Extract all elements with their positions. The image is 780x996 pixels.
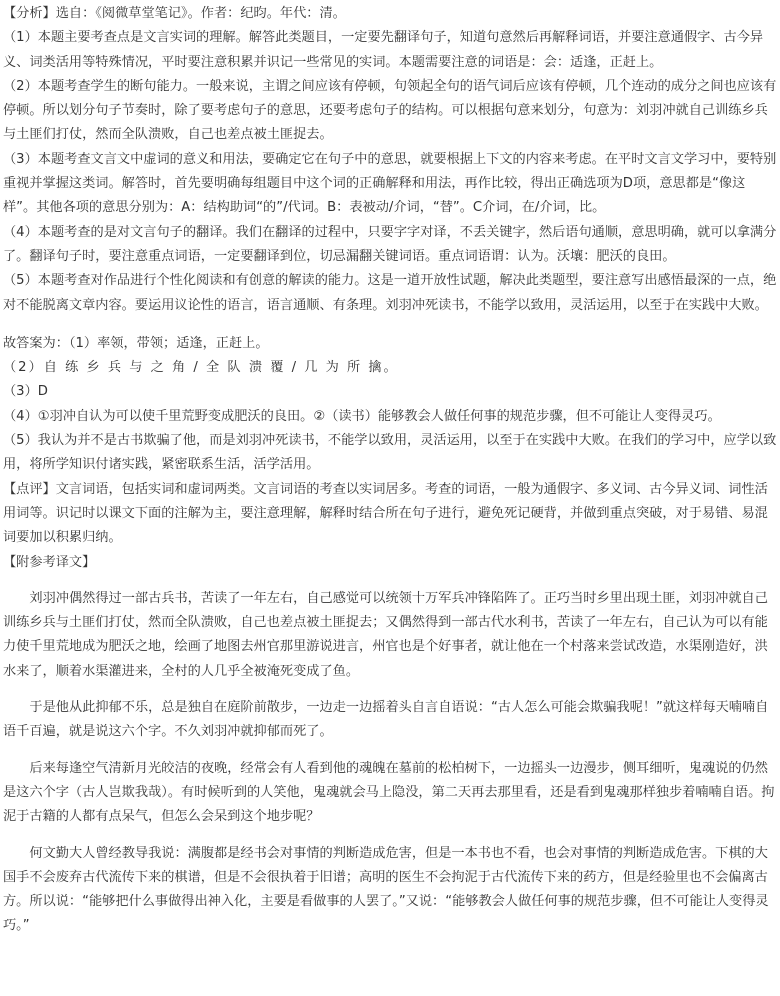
analysis-item-4: （4）本题考查的是对文言句子的翻译。我们在翻译的过程中，只要字字对译，不丢关键字，然后语句通顺，意思明确，就可以拿满分了。翻译句子时，要注意重点词语，一定要翻译到位，切忌漏翻关键词语。重点词语谓：认为。沃壤：肥沃的良田。 — [3, 224, 777, 264]
answer-line-4: （4）①羽冲自认为可以使千里荒野变成肥沃的良田。②（读书）能够教会人做任何事的规范步骤，但不可能让人变得灵巧。 — [3, 408, 721, 424]
comment-paragraph: 【点评】文言词语，包括实词和虚词两类。文言词语的考查以实词居多。考查的词语，一般为通假字、多义词、古今异义词、词性活用词等。识记时以课文下面的注解为主，要注意理解，解释时结合所在句子进行，避免死记硬背，并做到重点突破，对于易错、易混词要加以积累归纳。 — [3, 481, 768, 546]
translation-paragraph-2: 于是他从此抑郁不乐，总是独自在庭阶前散步，一边走一边摇着头自言自语说：“古人怎么可能会欺骗我呢！”就这样每天喃喃自语千百遍，就是说这六个字。不久刘羽冲就抑郁而死了。 — [3, 700, 769, 740]
answer-line-5: （5）我认为并不是古书欺骗了他，而是刘羽冲死读书，不能学以致用，灵活运用，以至于在实践中大败。在我们的学习中，应学以致用，将所学知识付诸实践，紧密联系生活，活学活用。 — [3, 433, 777, 473]
answer-line-2: （2）自 练 乡 兵 与 之 角 / 全 队 溃 覆 / 几 为 所 擒。 — [3, 360, 399, 376]
translation-heading: 【附参考译文】 — [3, 554, 96, 570]
analysis-heading: 【分析】选自：《阅微草堂笔记》。作者：纪昀。年代：清。 — [3, 6, 346, 21]
analysis-item-2: （2）本题考查学生的断句能力。一般来说，主谓之间应该有停顿，句领起全句的语气词后应该有停顿，几个连动的成分之间也应该有停顿。所以划分句子节奏时，除了要考虑句子的意思，还要考虑句子的结构。可以根据句意来划分，句意为：刘羽冲就自己训练乡兵与土匪们打仗，然而全队溃败，自己也差点被土匪捉去。 — [3, 78, 777, 143]
answer-heading: 故答案为：（1）率领，带领；适逢，正赶上。 — [3, 335, 269, 351]
translation-paragraph-3: 后来每逢空气清新月光皎洁的夜晚，经常会有人看到他的魂魄在墓前的松柏树下，一边摇头一边漫步，侧耳细听，鬼魂说的仍然是这六个字（古人岂欺我哉）。有时候听到的人笑他，鬼魂就会马上隐没，第二天再去那里看，还是看到鬼魂那样独步着喃喃自语。拘泥于古籍的人都有点呆气，但怎么会呆到这个地步呢？ — [3, 760, 775, 825]
translation-paragraph-1: 刘羽冲偶然得过一部古兵书，苦读了一年左右，自己感觉可以统领十万军兵冲锋陷阵了。正巧当时乡里出现土匪，刘羽冲就自己训练乡兵与土匪们打仗，然而全队溃败，自己也差点被土匪捉去；又偶然得到一部古代水利书，苦读了一年左右，自己认为可以有能力使千里荒地成为肥沃之地，绘画了地图去州官那里游说进言，州官也是个好事者，就让他在一个村落来尝试改造，水渠刚造好，洪水来了，顺着水渠灌进来，全村的人几乎全被淹死变成了鱼。 — [3, 590, 768, 679]
analysis-item-5: （5）本题考查对作品进行个性化阅读和有创意的解读的能力。这是一道开放性试题，解决此类题型，要注意写出感悟最深的一点，绝对不能脱离文章内容。要运用议论性的语言，语言通顺、有条理。刘羽冲死读书，不能学以致用，灵活运用，以至于在实践中大败。 — [3, 273, 777, 313]
translation-paragraph-4: 何文勤大人曾经教导我说：满腹都是经书会对事情的判断造成危害，但是一本书也不看，也会对事情的判断造成危害。下棋的大国手不会废弃古代流传下来的棋谱，但是不会很执着于旧谱；高明的医生不会拘泥于古代流传下来的药方，但是经验里也不会偏离古方。所以说：“能够把什么事做得出神入化，主要是看做事的人罢了。”又说：“能够教会人做任何事的规范步骤，但不可能让人变得灵巧。” — [3, 845, 769, 934]
answer-line-3: （3）D — [3, 384, 48, 400]
analysis-item-1: （1）本题主要考查点是文言实词的理解。解答此类题目，一定要先翻译句子，知道句意然后再解释词语，并要注意通假字、古今异义、词类活用等特殊情况，平时要注意积累并识记一些常见的实词。本题需要注意的词语是：会：适逢，正赶上。 — [3, 30, 764, 70]
analysis-item-3: （3）本题考查文言文中虚词的意义和用法，要确定它在句子中的意思，就要根据上下文的内容来考虑。在平时文言文学习中，要特别重视并掌握这类词。解答时，首先要明确每组题目中这个词的正确解释和用法，再作比较，得出正确选项为D项，意思都是“像这样”。其他各项的意思分别为：A：结构助词“的”/代词。B：表被动/介词，“替”。C介词，在/介词，比。 — [3, 151, 777, 216]
